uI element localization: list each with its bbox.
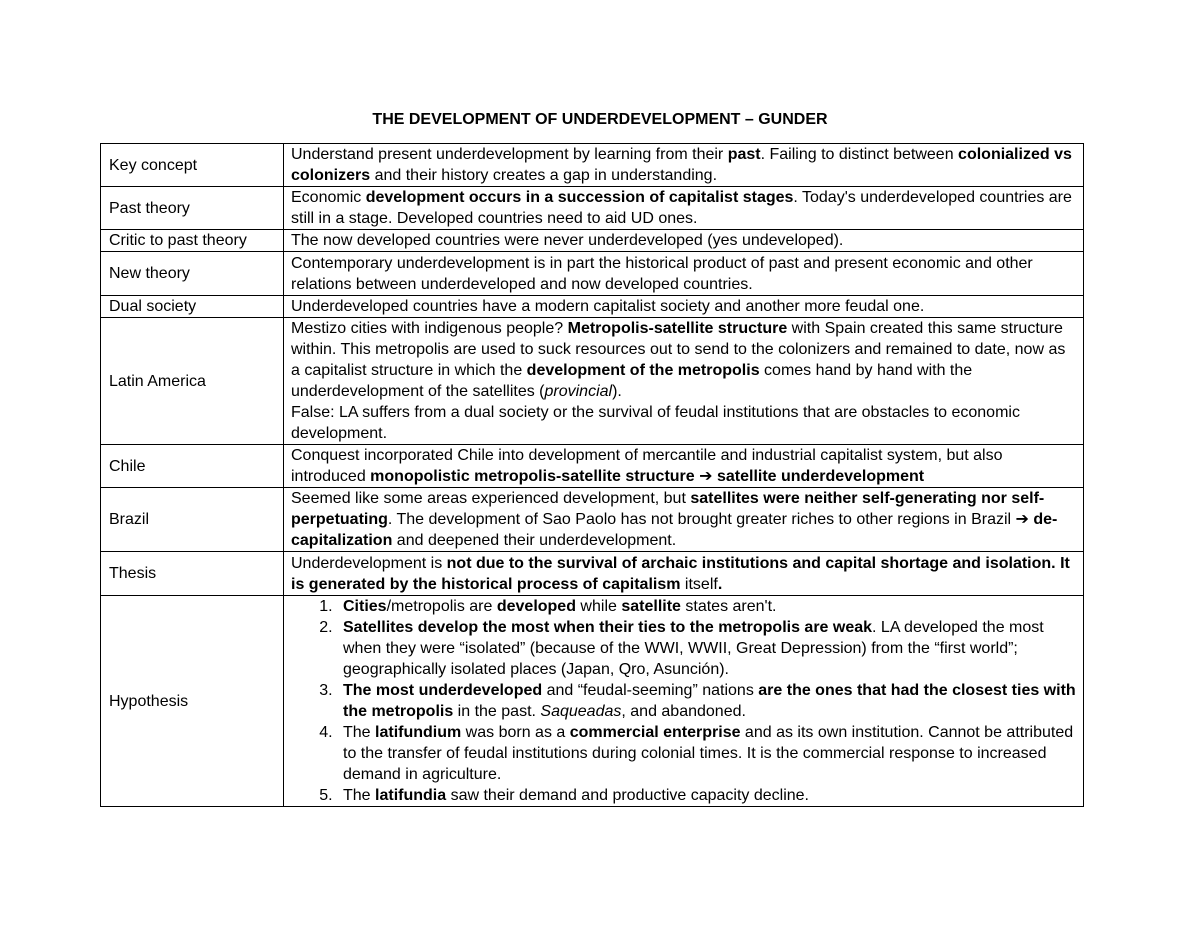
text-run: and “feudal-seeming” nations: [542, 682, 759, 699]
bold-text: latifundia: [375, 787, 447, 804]
table-row: [101, 230, 1084, 252]
row-content: [284, 596, 1084, 807]
table-row: [101, 252, 1084, 296]
text-run: Seemed like some areas experienced development, but: [291, 490, 691, 507]
text-run: Mestizo cities with indigenous people?: [291, 320, 568, 337]
row-label: Thesis: [101, 552, 284, 596]
bold-text: satellite underdevelopment: [716, 468, 925, 485]
row-label: Key concept: [101, 144, 284, 187]
bold-text: latifundium: [375, 724, 462, 741]
text-run: , and abandoned.: [621, 703, 746, 720]
table-row: [101, 187, 1084, 230]
bold-text: monopolistic metropolis-satellite structure: [370, 468, 695, 485]
text-run: The: [343, 787, 376, 804]
text-run: comes hand by hand with the underdevelopment of the satellites (: [291, 362, 973, 400]
text-run: . Today's underdeveloped countries are still in a stage. Developed countries need to aid UD ones.: [291, 189, 1072, 227]
text-run: Conquest incorporated Chile into development of mercantile and industrial capitalist system, but also introduced: [291, 447, 1003, 485]
bold-text: Satellites develop the most when their ties to the metropolis are weak: [343, 619, 873, 636]
row-content: [284, 187, 1084, 230]
hypothesis-item: [337, 722, 1077, 785]
row-content: [284, 318, 1084, 445]
text-run: and deepened their underdevelopment.: [392, 532, 677, 549]
italic-text: Saqueadas: [540, 703, 622, 720]
notes-table-body: [101, 144, 1084, 807]
bold-text: Metropolis-satellite structure: [567, 320, 788, 337]
row-label: Brazil: [101, 488, 284, 552]
bold-text: developed: [496, 598, 576, 615]
italic-text: provincial: [544, 383, 613, 400]
text-run: Economic: [291, 189, 366, 206]
document-title: THE DEVELOPMENT OF UNDERDEVELOPMENT – GUNDER: [372, 111, 828, 128]
bold-text: development of the metropolis: [526, 362, 760, 379]
bold-text: .: [717, 575, 723, 593]
hypothesis-item: [337, 680, 1077, 722]
table-row: [101, 596, 1084, 807]
row-label: Critic to past theory: [101, 230, 284, 252]
text-run: Contemporary underdevelopment is in part the historical product of past and present economic and other relations between underdeveloped and now developed countries.: [291, 254, 1033, 293]
hypothesis-item: [337, 785, 1077, 806]
bold-text: satellites were neither self-generating nor self-perpetuating: [291, 490, 1045, 528]
bold-text: not due to the survival of archaic institutions and capital shortage and isolation. It is generated by the historical process of capitalism: [291, 554, 1070, 593]
text-run: Underdeveloped countries have a modern capitalist society and another more feudal one.: [291, 298, 925, 315]
table-row: [101, 552, 1084, 596]
row-content: [284, 445, 1084, 488]
text-run: /metropolis are: [386, 598, 497, 615]
table-row: [101, 445, 1084, 488]
row-label: Dual society: [101, 296, 284, 318]
text-run: . LA developed the most when they were “isolated” (because of the WWI, WWII, Great Depression) from the “first world”; geographically isolated places (Japan, Qro, Asunción).: [343, 619, 1044, 678]
row-label: Past theory: [101, 187, 284, 230]
table-row: [101, 318, 1084, 445]
row-content: [284, 552, 1084, 596]
bold-text: development occurs in a succession of capitalist stages: [365, 189, 794, 206]
text-run: saw their demand and productive capacity decline.: [446, 787, 809, 804]
text-run: The now developed countries were never underdeveloped (yes undeveloped).: [291, 232, 844, 249]
table-row: [101, 144, 1084, 187]
text-run: . The development of Sao Paolo has not brought greater riches to other regions in Brazil: [387, 511, 1016, 528]
bold-text: Cities: [343, 598, 387, 615]
bold-text: The most underdeveloped: [343, 682, 543, 699]
notes-table: [100, 143, 1084, 807]
row-label: Latin America: [101, 318, 284, 445]
text-run: and as its own institution. Cannot be attributed to the transfer of feudal institutions during colonial times. It is the commercial response to increased demand in agriculture.: [343, 724, 1074, 783]
bold-text: colonialized vs colonizers: [291, 146, 1072, 184]
row-content: [284, 252, 1084, 296]
row-label: New theory: [101, 252, 284, 296]
row-label: Hypothesis: [101, 596, 284, 807]
row-content: [284, 230, 1084, 252]
table-row: [101, 296, 1084, 318]
text-run: with Spain created this same structure within. This metropolis are used to suck resources out to send to the colonizers and remained to date, now as a capitalist structure in which the: [291, 320, 1066, 379]
text-run: . Failing to distinct between: [760, 146, 959, 163]
bold-text: satellite: [621, 598, 681, 615]
bold-text: are the ones that had the closest ties with the metropolis: [343, 682, 1076, 720]
text-run: itself: [680, 575, 718, 593]
table-row: [101, 488, 1084, 552]
text-run: and their history creates a gap in understanding.: [370, 167, 718, 184]
bold-text: past: [727, 146, 761, 163]
row-content: [284, 296, 1084, 318]
bold-text: ➔: [694, 468, 717, 485]
row-label: Chile: [101, 445, 284, 488]
text-run: was born as a: [461, 724, 570, 741]
hypothesis-item: [337, 596, 1077, 617]
text-run: states aren't.: [680, 598, 777, 615]
hypothesis-item: [337, 617, 1077, 680]
text-run: False: LA suffers from a dual society or the survival of feudal institutions that are obstacles to economic development.: [291, 404, 1020, 442]
text-run: Understand present underdevelopment by learning from their: [291, 146, 728, 163]
text-run: ).: [612, 383, 622, 400]
bold-text: ➔ de-capitalization: [291, 511, 1058, 549]
bold-text: commercial enterprise: [569, 724, 741, 741]
text-run: while: [575, 598, 622, 615]
text-run: Underdevelopment is: [291, 554, 447, 572]
row-content: [284, 488, 1084, 552]
hypothesis-list: [291, 596, 1077, 806]
text-run: The: [343, 724, 376, 741]
text-run: in the past.: [453, 703, 541, 720]
row-content: [284, 144, 1084, 187]
